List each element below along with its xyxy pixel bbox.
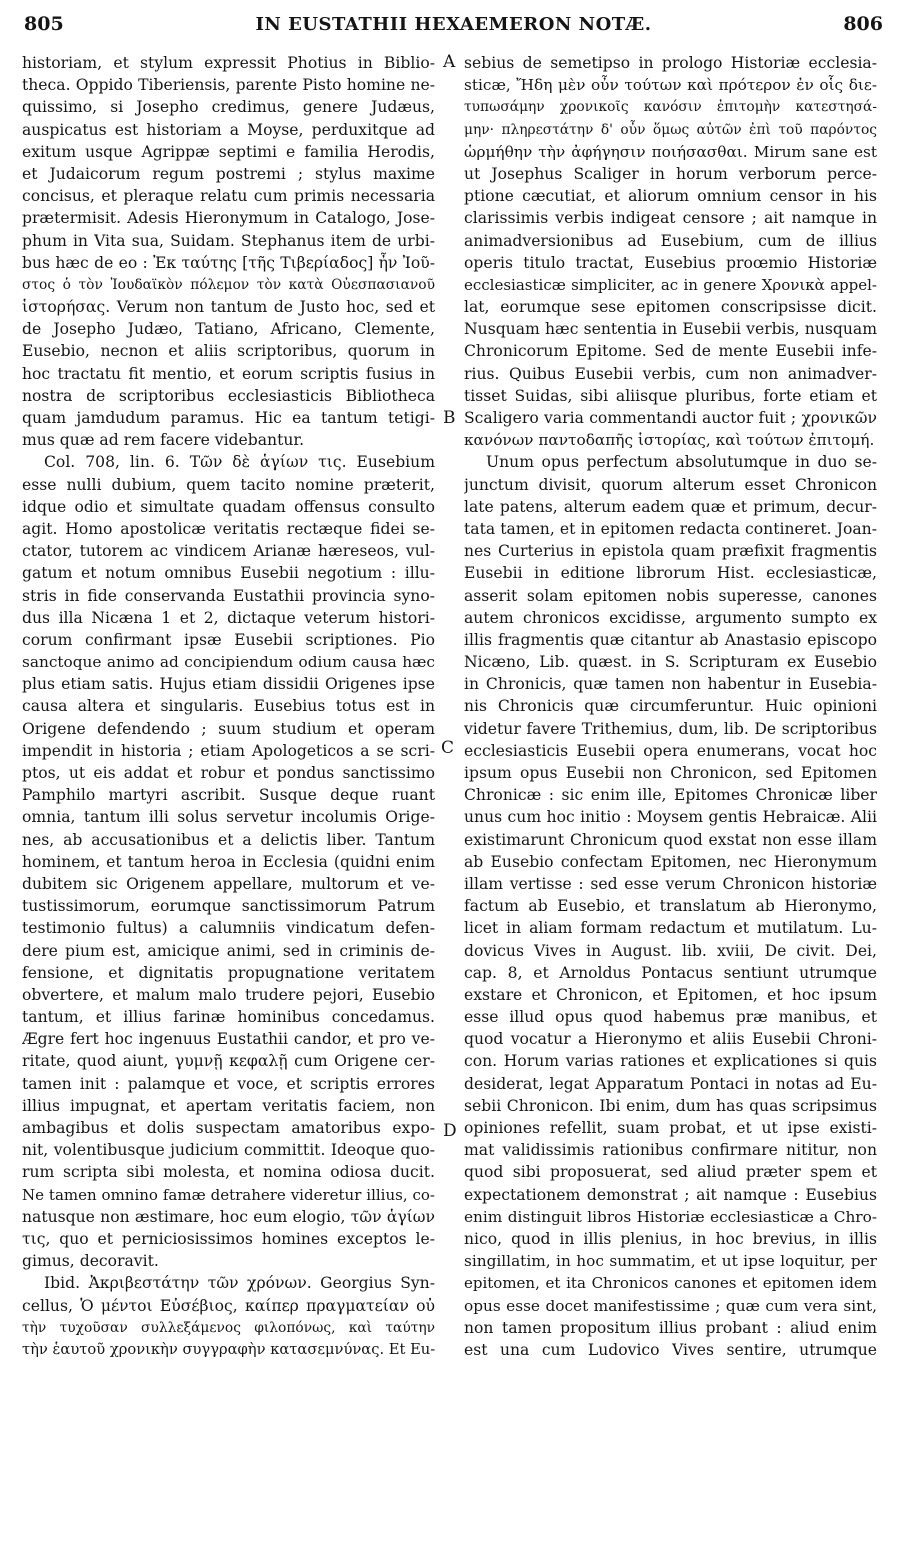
- text-line: natusque non æstimare, hoc eum elogio, τῶν ἁγίων: [22, 1207, 435, 1226]
- text-line: dubitem sic Origenem appellare, multorum et ve-: [22, 874, 435, 893]
- text-line: quam jamdudum paramus. Hic ea tantum tetigi-: [22, 409, 435, 427]
- text-line: ἱστορήσας. Verum non tantum de Justo hoc, sed et: [22, 298, 435, 317]
- text-line: tisset Suidas, sibi aliisque pluribus, forte etiam et: [464, 386, 877, 405]
- text-line: factum ab Eusebio, et translatum ab Hieronymo,: [464, 897, 877, 916]
- text-line: omnia, tantum illi solus servetur incolumis Orige-: [22, 808, 435, 827]
- text-line: tata tamen, et in epitomen redacta contineret. Joan-: [464, 519, 877, 538]
- text-line: et Judaicorum regum postremi ; stylus maxime: [22, 164, 435, 183]
- text-line: Eusebio, necnon et aliis scriptoribus, quorum in: [22, 342, 435, 361]
- text-line: sticæ, Ἤδη μὲν οὖν τούτων καὶ πρότερον ἐν οἷς διε-: [464, 76, 877, 95]
- text-line: gatum et notum omnibus Eusebii negotium : illu-: [22, 564, 435, 583]
- text-line: hominem, et tantum heroa in Ecclesia (quidni enim: [22, 852, 435, 871]
- text-line: ecclesiasticæ simpliciter, ac in genere Χρονικὰ appel-: [464, 275, 877, 294]
- text-line: clarissimis verbis indigeat censore ; ait namque in: [464, 209, 877, 228]
- text-line: auspicatus est historiam a Moyse, perduxitque ad: [22, 120, 435, 139]
- text-line: videtur favere Trithemius, dum, lib. De scriptoribus: [464, 719, 877, 738]
- text-line: τὴν τυχοῦσαν συλλεξάμενος φιλοπόνως, καὶ ταύτην: [22, 1319, 435, 1336]
- text-line: nes, ab accusationibus et a delictis liber. Tantum: [22, 830, 435, 849]
- text-line: stris in fide conservanda Eustathii provincia syno-: [22, 586, 435, 605]
- text-line: prætermisit. Adesis Hieronymum in Catalogo, Jose-: [22, 209, 435, 228]
- text-line: ipsum opus Eusebii non Chronicon, sed Epitomen: [464, 764, 877, 782]
- margin-marker-d: D: [443, 1121, 457, 1141]
- margin-marker-a: A: [443, 52, 456, 72]
- text-line: nostra de scriptoribus ecclesiasticis Bibliotheca: [22, 386, 435, 405]
- text-line: esse nulli dubium, quem tacito nomine præterit,: [22, 475, 435, 494]
- text-line: mat validissimis rationibus confirmare nititur, non: [464, 1141, 877, 1160]
- text-line: nis Chronicis quæ circumferuntur. Huic opinioni: [464, 697, 877, 716]
- text-line: historiam, et stylum expressit Photius in Biblio-: [22, 54, 435, 72]
- text-line: gimus, decoravit.: [22, 1252, 159, 1271]
- text-line: hoc tractatu fit mentio, et eorum scriptis fusius in: [22, 364, 435, 383]
- page-number-left: 805: [24, 13, 64, 35]
- right-column: [464, 52, 877, 1361]
- text-line: dus illa Nicæna 1 et 2, dictaque veterum histori-: [22, 608, 435, 627]
- text-line: Ne tamen omnino famæ detrahere videretur illius, co-: [22, 1185, 435, 1204]
- text-line: Eusebii in editione librorum Hist. ecclesiasticæ,: [464, 564, 877, 583]
- text-line: στος ὁ τὸν Ἰουδαϊκὸν πόλεμον τὸν κατὰ Οὐεσπασιανοῦ: [22, 276, 435, 293]
- text-line: concisus, et pleraque relatu cum primis necessaria: [22, 187, 435, 206]
- text-line: nit, volentibusque judicium committit. Ideoque quo-: [22, 1141, 435, 1160]
- text-line: ab Eusebio confectam Epitomen, nec Hieronymum: [464, 852, 877, 871]
- text-line: in Chronicis, quæ tamen non habentur in Eusebia-: [464, 675, 877, 694]
- text-line: nes Curterius in epistola quam præfixit fragmentis: [464, 542, 877, 561]
- text-line: Nusquam hæc sententia in Eusebii verbis, nusquam: [464, 320, 877, 339]
- text-line: expectationem demonstrat ; ait namque : Eusebius: [464, 1185, 877, 1204]
- text-line: Pamphilo martyri ascribit. Susque deque ruant: [22, 786, 435, 805]
- text-line: rum scripta sibi molesta, et nomina odiosa ducit.: [22, 1163, 435, 1182]
- text-line: opus esse docet manifestissime ; quæ cum vera sint,: [464, 1296, 877, 1315]
- text-line: κανόνων παντοδαπῆς ἱστορίας, καὶ τούτων ἐπιτομή.: [464, 431, 875, 450]
- text-line: non tamen propositum illius probant : aliud enim: [464, 1318, 877, 1337]
- text-line: Unum opus perfectum absolutumque in duo se-: [486, 453, 877, 472]
- text-line: quod vocatur a Hieronymo et aliis Eusebii Chroni-: [464, 1030, 877, 1049]
- text-line: ptos, ut eis addat et robur et pondus sanctissimo: [22, 764, 435, 782]
- text-line: operis titulo tractat, Eusebius proœmio Historiæ: [464, 253, 877, 272]
- text-line: ut Josephus Scaliger in horum verborum perce-: [464, 164, 877, 183]
- text-line: sebii Chronicon. Ibi enim, dum has quas scripsimus: [464, 1096, 877, 1115]
- text-line: tamen init : palamque et voce, et scriptis errores: [22, 1074, 435, 1093]
- margin-marker-c: C: [441, 738, 455, 758]
- text-line: asserit solam epitomen nobis superesse, canones: [464, 586, 877, 605]
- text-line: Origene defendendo ; suum studium et operam: [22, 719, 435, 738]
- text-line: theca. Oppido Tiberiensis, parente Pisto homine ne-: [22, 76, 435, 95]
- text-line: Col. 708, lin. 6. Τῶν δὲ ἁγίων τις. Eusebium: [44, 453, 435, 472]
- text-line: nico, quod in illis plenius, in hoc brevius, in illis: [464, 1229, 877, 1248]
- text-line: ptione cæcutiat, et aliorum omnium censor in his: [464, 187, 877, 206]
- text-line: licet in aliam formam redactum et mutilatum. Lu-: [464, 919, 877, 938]
- text-line: de Josepho Judæo, Tatiano, Africano, Clemente,: [22, 320, 435, 339]
- page-header: [0, 0, 907, 48]
- text-line: ὡρμήθην τὴν ἀφήγησιν ποιήσασθαι. Mirum sane est: [464, 142, 877, 161]
- text-line: ritate, quod aiunt, γυμνῇ κεφαλῇ cum Origene cer-: [22, 1052, 435, 1071]
- text-line: existimarunt Chronicum quod exstat non esse illam: [464, 830, 877, 849]
- text-line: singillatim, in hoc summatim, et ut ipse loquitur, per: [464, 1252, 877, 1271]
- text-line: dovicus Vives in August. lib. xviii, De civit. Dei,: [464, 941, 877, 960]
- text-line: corum confirmant ipsæ Eusebii scriptiones. Pio: [22, 630, 435, 649]
- running-title: IN EUSTATHII HEXAEMERON NOTÆ.: [255, 14, 652, 35]
- text-line: τυπωσάμην χρονικοῖς κανόσιν ἐπιτομὴν κατεστησά-: [464, 99, 877, 116]
- text-line: illam vertisse : sed esse verum Chronicon historiæ: [464, 874, 877, 893]
- text-line: quissimo, si Josepho credimus, genere Judæus,: [22, 98, 435, 117]
- text-line: con. Horum varias rationes et explicationes si quis: [464, 1052, 877, 1071]
- text-line: epitomen, et ita Chronicos canones et epitomen idem: [464, 1274, 877, 1293]
- text-line: exstare et Chronicon, et Epitomen, et hoc ipsum: [464, 985, 877, 1004]
- text-line: animadversionibus ad Eusebium, cum de illius: [464, 231, 877, 250]
- margin-marker-b: B: [443, 408, 456, 428]
- text-line: quod sibi proposuerat, sed aliud præter spem et: [464, 1163, 877, 1182]
- text-line: esse illud opus quod habemus præ manibus, et: [464, 1008, 877, 1027]
- text-line: Nicæno, Lib. quæst. in S. Scripturam ex Eusebio: [464, 653, 877, 672]
- text-line: causa altera et singularis. Eusebius totus est in: [22, 697, 435, 716]
- text-line: impendit in historia ; etiam Apologeticos a se scri-: [22, 741, 435, 760]
- text-line: illius impugnat, et apertam veritatis faciem, non: [22, 1096, 435, 1115]
- text-line: exitum usque Agrippæ septimi e familia Herodis,: [22, 142, 435, 161]
- text-line: sebius de semetipso in prologo Historiæ ecclesia-: [464, 54, 877, 72]
- text-line: lat, eorumque sese epitomen conscripsisse dicit.: [464, 298, 877, 317]
- text-line: agit. Homo apostolicæ veritatis rectæque fidei se-: [22, 519, 435, 538]
- left-column: [22, 52, 435, 1361]
- text-line: fensione, et dignitatis propugnatione veritatem: [22, 963, 435, 982]
- text-line: idque odio et simultate quadam offensus consulto: [22, 497, 435, 516]
- text-line: plus etiam satis. Hujus etiam dissidii Origenes ipse: [22, 675, 435, 694]
- text-line: est una cum Ludovico Vives sentire, utrumque: [464, 1340, 877, 1359]
- text-line: dere pium est, amicique animi, sed in criminis de-: [22, 941, 435, 960]
- text-line: tustissimorum, eorumque sanctissimorum Patrum: [22, 897, 435, 916]
- text-line: Chronicæ : sic enim ille, Epitomes Chronicæ liber: [464, 786, 877, 805]
- text-line: autem chronicos excidisse, argumento sumpto ex: [464, 608, 877, 627]
- text-line: desiderat, legat Apparatum Pontaci in notas ad Eu-: [464, 1074, 877, 1093]
- text-line: late patens, alterum eadem quæ et primum, decur-: [464, 497, 877, 516]
- text-line: sanctoque animo ad concipiendum odium causa hæc: [22, 653, 435, 672]
- text-line: obvertere, et malum malo trudere pejori, Eusebio: [22, 985, 435, 1004]
- text-line: tantum, et illius farinæ hominibus concedamus.: [22, 1008, 435, 1027]
- text-line: cellus, Ὁ μέντοι Εὐσέβιος, καίπερ πραγματείαν οὐ: [22, 1296, 435, 1315]
- text-line: Ægre fert hoc ingenuus Eustathii candor, et pro ve-: [22, 1030, 435, 1049]
- text-line: mus quæ ad rem facere videbantur.: [22, 431, 305, 450]
- text-line: junctum divisit, quorum alterum esset Chronicon: [464, 475, 877, 494]
- text-line: τις, quo et perniciosissimos homines exceptos le-: [22, 1229, 435, 1248]
- text-line: enim distinguit libros Historiæ ecclesiasticæ a Chro-: [464, 1207, 877, 1226]
- text-line: opiniones refellit, suam probat, et ut ipse existi-: [464, 1119, 877, 1137]
- page-number-right: 806: [843, 13, 883, 35]
- text-line: Ibid. Ἀκριβεστάτην τῶν χρόνων. Georgius Syn-: [44, 1274, 435, 1293]
- text-line: bus hæc de eo : Ἐκ ταύτης [τῆς Τιβερίαδος] ἦν Ἰοῦ-: [22, 253, 435, 272]
- text-line: phum in Vita sua, Suidam. Stephanus item de urbi-: [22, 231, 435, 250]
- text-line: testimonio fultus) a calumniis vindicatum defen-: [22, 919, 435, 938]
- text-line: ecclesiasticis Eusebii opera enumerans, vocat hoc: [464, 741, 877, 760]
- text-line: unus cum hoc initio : Moysem gentis Hebraicæ. Alii: [464, 808, 877, 827]
- text-line: ctator, tutorem ac vindicem Arianæ hæreseos, vul-: [22, 542, 435, 561]
- text-line: ambagibus et dolis suspectam amatoribus expo-: [22, 1119, 435, 1137]
- text-line: Chronicorum Epitome. Sed de mente Eusebii infe-: [464, 342, 877, 361]
- text-line: Scaligero varia commentandi auctor fuit ; χρονικῶν: [464, 409, 877, 427]
- text-line: τὴν ἑαυτοῦ χρονικὴν συγγραφὴν κατασεμνύνας. Et Eu-: [22, 1340, 435, 1358]
- text-line: illis fragmentis quæ citantur ab Anastasio episcopo: [464, 630, 877, 649]
- text-line: rius. Quibus Eusebii verbis, cum non animadver-: [464, 364, 877, 383]
- text-line: μην· πληρεστάτην δ' οὖν ὅμως αὐτῶν ἐπὶ τοῦ παρόντος: [464, 121, 877, 138]
- text-line: cap. 8, et Arnoldus Pontacus sentiunt utrumque: [464, 963, 877, 982]
